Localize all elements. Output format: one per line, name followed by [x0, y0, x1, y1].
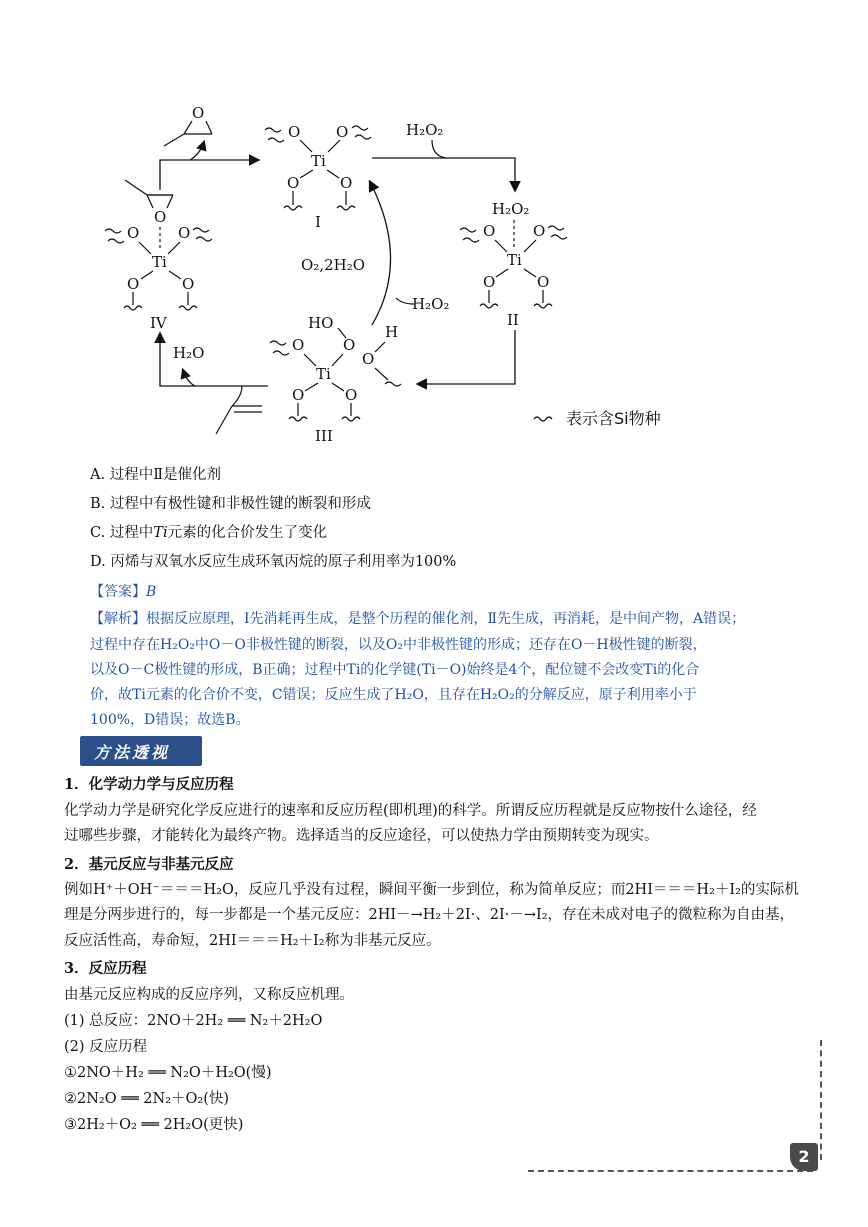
- o-atom: O: [288, 123, 301, 141]
- analysis-line-3: 以及O－C极性键的形成，B正确；过程中Ti的化学键(Ti－O)始终是4个，配位键不会改变Ti的化合: [90, 662, 700, 678]
- o-atom: O: [537, 273, 550, 291]
- o-atom: O: [292, 336, 305, 354]
- section-1-line-1: 化学动力学是研究化学反应进行的速率和反应历程(即机理)的科学。所谓反应历程就是反应物按什么途径，经: [64, 803, 757, 819]
- o-atom: O: [127, 275, 140, 293]
- species-label-iv: IV: [150, 314, 167, 332]
- o-atom: O: [127, 224, 140, 242]
- section-3-step-1: ①2NO＋H₂ ══ N₂O＋H₂O(慢): [64, 1065, 272, 1081]
- analysis-line-1: 【解析】根据反应原理，Ⅰ先消耗再生成，是整个历程的催化剂，Ⅱ先生成，再消耗，是中间产物，A错误；: [90, 611, 746, 627]
- page-border-vertical: [820, 1040, 822, 1160]
- product-water-left: H₂O: [173, 344, 205, 362]
- ti-atom: Ti: [152, 253, 167, 271]
- ti-atom: Ti: [507, 251, 522, 269]
- option-b: B. 过程中有极性键和非极性键的断裂和形成: [90, 496, 371, 512]
- hydroperoxo-ho: HO: [308, 314, 334, 332]
- arrow-ii-to-iii: [418, 330, 515, 384]
- section-3-line-1: 由基元反应构成的反应序列，又称反应机理。: [64, 987, 354, 1003]
- h2o2-ligand: H₂O₂: [492, 200, 530, 218]
- section-1-title: 1．化学动力学与反应历程: [64, 776, 234, 793]
- o-atom: O: [292, 386, 305, 404]
- o-atom: O: [336, 123, 349, 141]
- option-d: D. 丙烯与双氧水反应生成环氧丙烷的原子利用率为100%: [90, 554, 457, 570]
- section-2-line-2: 理是分两步进行的，每一步都是一个基元反应：2HI－→H₂＋2I·、2I·－→I₂，存在未成对电子的微粒称为自由基，: [64, 907, 795, 923]
- banner-label: 方法透视: [94, 743, 171, 762]
- reagent-h2o2-mid: H₂O₂: [412, 295, 450, 313]
- option-c: C. 过程中Ti元素的化合价发生了变化: [90, 525, 328, 541]
- section-3-step-3: ③2H₂＋O₂ ══ 2H₂O(更快): [64, 1117, 244, 1133]
- species-label-iii: III: [315, 427, 333, 445]
- ti-atom: Ti: [316, 365, 331, 383]
- o-atom: O: [533, 222, 546, 240]
- page-border-horizontal: [528, 1170, 813, 1172]
- species-label-ii: II: [507, 311, 519, 329]
- propylene-oxide-structure: [164, 104, 212, 146]
- section-2-line-1: 例如H⁺＋OH⁻＝＝＝H₂O，反应几乎没有过程，瞬间平衡一步到位，称为简单反应；而2HI＝＝＝H₂＋I₂的实际机: [64, 882, 799, 898]
- o-atom: O: [362, 350, 375, 368]
- ti-atom: Ti: [311, 152, 326, 170]
- product-o2-water: O₂,2H₂O: [301, 256, 366, 274]
- species-iii: [270, 314, 401, 445]
- o-atom: O: [287, 174, 300, 192]
- species-i: [265, 123, 371, 231]
- si-species-icon: [534, 417, 552, 421]
- o-atom: O: [483, 222, 496, 240]
- o-atom: O: [178, 224, 191, 242]
- section-1-line-2: 过哪些步骤，才能转化为最终产物。选择适当的反应途径，可以使热力学由预期转变为现实。: [64, 828, 659, 844]
- species-label-i: I: [315, 213, 321, 231]
- hydroxyl-h: H: [385, 323, 399, 341]
- o-atom: O: [483, 273, 496, 291]
- o-atom: O: [340, 174, 353, 192]
- reaction-mechanism-diagram: [0, 0, 868, 450]
- species-iv: [105, 180, 212, 332]
- legend-label: 表示含Si物种: [566, 409, 661, 428]
- page-number: 2: [790, 1143, 818, 1171]
- option-a: A. 过程中Ⅱ是催化剂: [90, 467, 222, 483]
- arrow-iv-to-i: [160, 160, 258, 190]
- o-atom: O: [343, 336, 356, 354]
- propene-structure: [216, 386, 262, 434]
- section-3-title: 3．反应历程: [64, 960, 147, 977]
- section-3-total-reaction: (1) 总反应：2NO＋2H₂ ══ N₂＋2H₂O: [64, 1013, 323, 1029]
- section-3-mechanism-title: (2) 反应历程: [64, 1039, 148, 1055]
- arrow-i-to-ii: [372, 158, 515, 190]
- section-2-title: 2．基元反应与非基元反应: [64, 856, 234, 873]
- reagent-h2o2-top: H₂O₂: [406, 121, 444, 139]
- species-ii: [460, 200, 567, 329]
- analysis-line-5: 100%，D错误；故选B。: [90, 712, 250, 728]
- answer-line: 【答案】B: [90, 584, 157, 600]
- section-3-step-2: ②2N₂O ══ 2N₂＋O₂(快): [64, 1091, 230, 1107]
- arrow-iii-to-i: [370, 182, 391, 325]
- o-atom: O: [345, 386, 358, 404]
- analysis-line-2: 过程中存在H₂O₂中O－O非极性键的断裂，以及O₂中非极性键的形成；还存在O－H极性键的断裂，: [90, 637, 707, 653]
- method-banner: [80, 736, 202, 766]
- o-atom: O: [154, 208, 167, 226]
- section-2-line-3: 反应活性高，寿命短，2HI＝＝＝H₂＋I₂称为非基元反应。: [64, 933, 441, 949]
- o-atom: O: [192, 104, 205, 122]
- analysis-line-4: 价，故Ti元素的化合价不变，C错误；反应生成了H₂O，且存在H₂O₂的分解反应，原子利用率小于: [90, 687, 697, 703]
- o-atom: O: [182, 275, 195, 293]
